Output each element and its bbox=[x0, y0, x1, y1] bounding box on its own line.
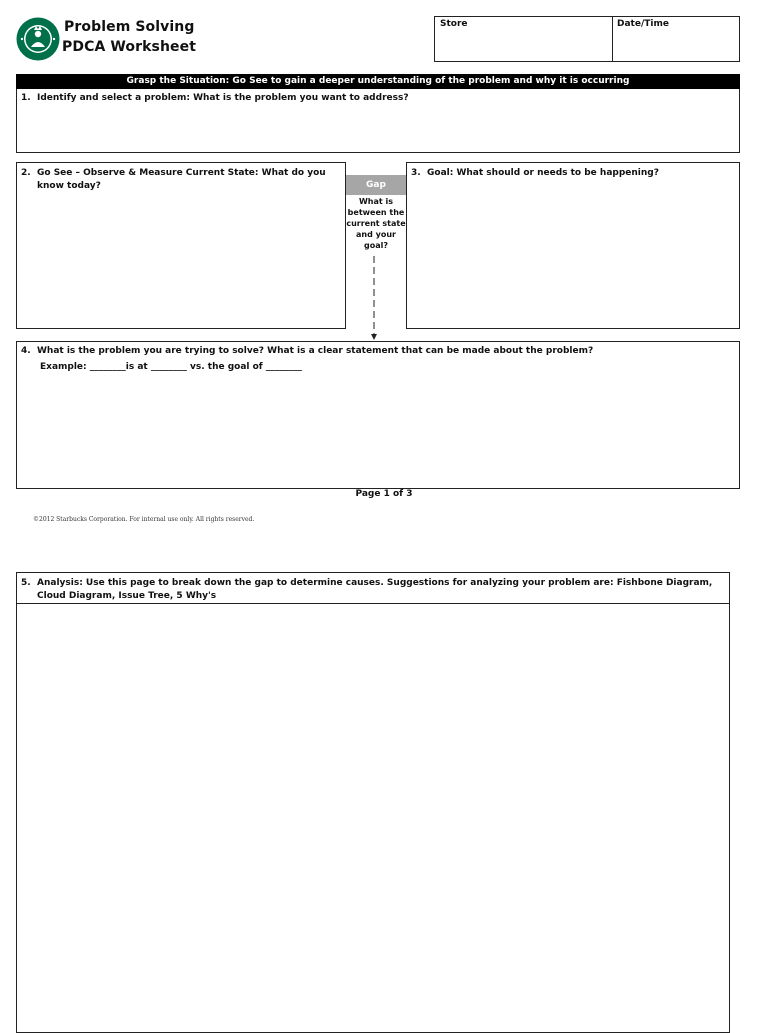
store-divider bbox=[612, 17, 613, 61]
section-4-box[interactable] bbox=[16, 341, 740, 489]
store-datetime-box bbox=[434, 16, 740, 62]
section-4-text: What is the problem you are trying to solve? What is a clear statement that can be made about the problem? bbox=[37, 346, 594, 356]
problem-statement-example: Example: ________is at ________ vs. the goal of ________ bbox=[40, 362, 302, 372]
section-2-number: 2. bbox=[21, 168, 31, 178]
copyright-notice: ©2012 Starbucks Corporation. For internal use only. All rights reserved. bbox=[33, 516, 255, 523]
section-3-text: Goal: What should or needs to be happening? bbox=[427, 168, 659, 178]
section-5-number: 5. bbox=[21, 578, 31, 588]
grasp-situation-banner: Grasp the Situation: Go See to gain a deeper understanding of the problem and why it is occurring bbox=[16, 74, 740, 89]
gap-question: What is between the current state and your goal? bbox=[346, 197, 406, 250]
title-problem-solving: Problem Solving bbox=[64, 19, 195, 35]
section-4-label bbox=[17, 342, 739, 358]
section-3-label bbox=[407, 163, 739, 180]
section-2-box[interactable] bbox=[16, 162, 346, 329]
dashed-arrow-down-icon bbox=[368, 256, 380, 342]
store-label: Store bbox=[440, 19, 468, 29]
starbucks-logo-icon bbox=[16, 17, 60, 61]
section-1-label bbox=[17, 89, 739, 105]
datetime-label: Date/Time bbox=[617, 19, 669, 29]
analysis-area[interactable] bbox=[16, 603, 730, 1033]
gap-header: Gap bbox=[346, 175, 406, 195]
section-3-number: 3. bbox=[411, 168, 421, 178]
section-1-number: 1. bbox=[21, 93, 31, 103]
title-pdca-worksheet: PDCA Worksheet bbox=[62, 39, 197, 55]
section-2-text: Go See – Observe & Measure Current State: What do you know today? bbox=[37, 168, 326, 191]
section-4-number: 4. bbox=[21, 346, 31, 356]
section-1-box[interactable] bbox=[16, 89, 740, 153]
section-3-box[interactable] bbox=[406, 162, 740, 329]
section-5-header bbox=[16, 572, 730, 604]
section-5-text: Analysis: Use this page to break down the gap to determine causes. Suggestions for analyzing your problem are: Fishbone Diagram, Cloud Diagram, Issue Tree, 5 Why's bbox=[37, 578, 713, 601]
section-5-label bbox=[17, 573, 729, 603]
page-number: Page 1 of 3 bbox=[355, 489, 413, 499]
section-2-label bbox=[17, 163, 345, 193]
section-1-text: Identify and select a problem: What is the problem you want to address? bbox=[37, 93, 409, 103]
